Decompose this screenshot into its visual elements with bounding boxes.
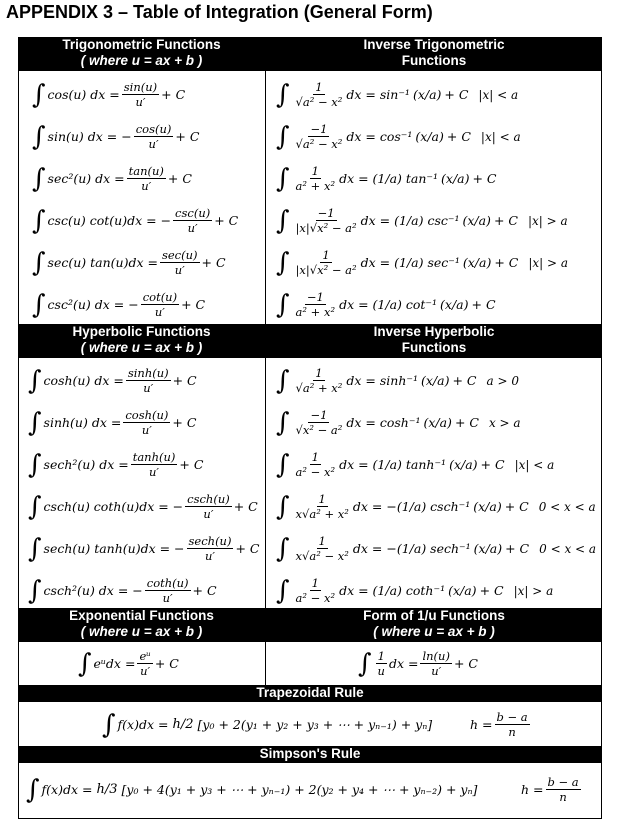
- formula-argument: (x/a): [441, 171, 470, 186]
- header-simp: [18, 746, 602, 763]
- formula-rhs: + C: [201, 255, 226, 270]
- integral-sign: ∫: [276, 407, 290, 438]
- formula-denominator: u′: [203, 507, 214, 521]
- formula-argument: (x/a): [448, 583, 477, 598]
- formula-denominator: u′: [187, 221, 198, 235]
- formula-argument: (x/a): [423, 415, 452, 430]
- formula-mid: dx = cos⁻¹: [346, 129, 413, 144]
- formula-condition: 0 < x < a: [538, 499, 596, 514]
- formula-numerator: sinh(u): [127, 366, 169, 380]
- formula-lhs: sinh(u) dx =: [43, 415, 122, 430]
- formula-fraction: [187, 534, 234, 563]
- formula-numerator: −1: [317, 206, 335, 220]
- formula-fraction: [173, 206, 212, 235]
- formula-rhs: + C: [175, 129, 200, 144]
- formula-condition: |x| > a: [528, 255, 569, 270]
- formula-denominator: x√a² − x²: [295, 549, 349, 563]
- formula-row: [32, 200, 238, 241]
- integral-sign: ∫: [32, 79, 46, 110]
- formula-rhs: + C: [472, 171, 497, 186]
- formula-mid: dx = sin⁻¹: [346, 87, 410, 102]
- formula-numerator: 1: [322, 248, 330, 262]
- recip-numerator: 1: [377, 649, 385, 663]
- formula-denominator: u′: [162, 591, 173, 605]
- formula-numerator: tan(u): [128, 164, 164, 178]
- simp-h-numerator: b − a: [547, 775, 579, 789]
- header-trig-subtitle: ( where u = ax + b ): [80, 53, 203, 68]
- table-border-bottom: [18, 818, 602, 819]
- formula-numerator: 1: [315, 366, 323, 380]
- formula-lhs: csch(u) coth(u)dx = −: [43, 499, 184, 514]
- formula-rhs: + C: [172, 415, 197, 430]
- trap-body: [y₀ + 2(y₁ + y₂ + y₃ + ⋯ + yₙ₋₁) + yₙ]: [197, 717, 433, 732]
- formula-fraction: [294, 408, 345, 437]
- integration-table: [18, 37, 602, 819]
- formula-rhs: + C: [172, 373, 197, 388]
- recip-fraction-left: [376, 649, 387, 678]
- formula-denominator: √x² − a²: [295, 423, 343, 437]
- formula-mid: dx = (1/a) tanh⁻¹: [339, 457, 447, 472]
- header-inv-trig-title: Inverse Trigonometric: [363, 37, 505, 52]
- exp-denominator: u′: [140, 664, 151, 678]
- recip-denominator: u: [377, 664, 385, 678]
- formula-fraction: [134, 122, 174, 151]
- formula-condition: a > 0: [486, 373, 519, 388]
- formula-lhs: sec²(u) dx =: [47, 171, 125, 186]
- formula-numerator: 1: [318, 534, 326, 548]
- header-recip-title: Form of 1/u Functions: [363, 608, 505, 623]
- formula-numerator: −1: [306, 290, 324, 304]
- formula-fraction: [294, 80, 345, 109]
- formula-fraction: [294, 290, 338, 319]
- header-exp-subtitle: ( where u = ax + b ): [80, 624, 203, 639]
- trap-h-fraction: [495, 710, 530, 739]
- formula-row: [276, 158, 507, 199]
- integral-sign: ∫: [28, 365, 42, 396]
- formula-row: [28, 402, 196, 443]
- header-trig-title: Trigonometric Functions: [62, 37, 221, 52]
- formula-row: [28, 444, 203, 485]
- formula-numerator: sec(u): [161, 248, 198, 262]
- recip-rhs: + C: [453, 656, 478, 671]
- formula-condition: |x| < a: [480, 129, 521, 144]
- formula-mid: dx = cosh⁻¹: [346, 415, 421, 430]
- formula-denominator: |x|√x² − a²: [295, 221, 357, 235]
- formula-rhs: + C: [480, 457, 505, 472]
- formula-fraction: [123, 408, 170, 437]
- formula-rhs: + C: [192, 583, 217, 598]
- formula-denominator: u′: [174, 263, 185, 277]
- formula-row: [276, 200, 568, 241]
- integral-sign: ∫: [32, 163, 46, 194]
- formula-numerator: coth(u): [146, 576, 189, 590]
- header-trig: [18, 37, 265, 71]
- formula-numerator: sin(u): [123, 80, 158, 94]
- formula-row: [28, 570, 217, 611]
- formula-row: [276, 242, 568, 283]
- formula-lhs: sech²(u) dx =: [43, 457, 129, 472]
- formula-mid: dx = sinh⁻¹: [346, 373, 418, 388]
- formula-denominator: u′: [149, 465, 160, 479]
- recip-numerator-2: ln(u): [422, 649, 450, 663]
- formula-row: [32, 284, 205, 325]
- formula-row: [276, 116, 521, 157]
- formula-mid: dx = −(1/a) csch⁻¹: [352, 499, 471, 514]
- trap-coef: h/2: [172, 717, 194, 732]
- formula-fraction: [294, 206, 359, 235]
- formula-rhs: + C: [454, 415, 479, 430]
- formula-argument: (x/a): [462, 213, 491, 228]
- formula-row: [276, 528, 596, 569]
- formula-rhs: + C: [493, 213, 518, 228]
- integral-sign: ∫: [358, 648, 372, 679]
- formula-rhs: + C: [214, 213, 239, 228]
- formula-lhs: csc(u) cot(u)dx = −: [47, 213, 172, 228]
- formula-condition: |x| < a: [514, 457, 555, 472]
- formula-lhs: sech(u) tanh(u)dx = −: [43, 541, 185, 556]
- formula-numerator: 1: [315, 80, 323, 94]
- formula-rhs: + C: [179, 457, 204, 472]
- formula-rhs: + C: [233, 499, 258, 514]
- column-divider: [265, 37, 266, 685]
- simp-lhs: f(x)dx =: [41, 782, 93, 797]
- formula-fraction: [294, 576, 338, 605]
- formula-condition: |x| < a: [478, 87, 519, 102]
- trap-h-formula: [470, 704, 532, 745]
- formula-numerator: −1: [310, 408, 328, 422]
- formula-argument: (x/a): [415, 129, 444, 144]
- formula-numerator: 1: [311, 450, 319, 464]
- formula-rhs: + C: [235, 541, 260, 556]
- trap-lhs: f(x)dx =: [117, 717, 169, 732]
- header-inv-hyp-title: Inverse Hyperbolic: [373, 324, 495, 339]
- formula-denominator: u′: [135, 95, 146, 109]
- recip-formula: [358, 643, 478, 684]
- integral-sign: ∫: [32, 247, 46, 278]
- formula-denominator: u′: [143, 381, 154, 395]
- integral-sign: ∫: [28, 449, 42, 480]
- formula-mid: dx = −(1/a) sech⁻¹: [352, 541, 471, 556]
- integral-sign: ∫: [28, 533, 42, 564]
- formula-denominator: √a² + x²: [295, 381, 343, 395]
- formula-numerator: cosh(u): [125, 408, 169, 422]
- formula-denominator: u′: [154, 305, 165, 319]
- header-hyp: [18, 324, 265, 358]
- formula-numerator: 1: [311, 576, 319, 590]
- formula-row: [28, 486, 258, 527]
- recip-denominator-2: u′: [431, 664, 442, 678]
- formula-numerator: 1: [318, 492, 326, 506]
- formula-row: [32, 74, 185, 115]
- exp-fraction: [137, 649, 152, 678]
- formula-numerator: tanh(u): [132, 450, 176, 464]
- formula-rhs: + C: [504, 499, 529, 514]
- formula-fraction: [145, 576, 191, 605]
- trap-h-numerator: b − a: [496, 710, 528, 724]
- integral-sign: ∫: [28, 407, 42, 438]
- formula-condition: |x| > a: [527, 213, 568, 228]
- integral-sign: ∫: [102, 709, 116, 740]
- formula-lhs: cos(u) dx =: [47, 87, 120, 102]
- header-exp-title: Exponential Functions: [69, 608, 214, 623]
- formula-argument: (x/a): [473, 499, 502, 514]
- formula-mid: dx = (1/a) csc⁻¹: [360, 213, 460, 228]
- integral-sign: ∫: [276, 163, 290, 194]
- formula-argument: (x/a): [473, 541, 503, 556]
- header-trap: [18, 685, 602, 702]
- integral-sign: ∫: [276, 449, 290, 480]
- formula-row: [276, 486, 596, 527]
- trap-formula: [102, 704, 432, 745]
- formula-row: [32, 116, 199, 157]
- formula-denominator: a² + x²: [295, 305, 336, 319]
- formula-numerator: cos(u): [135, 122, 172, 136]
- integral-sign: ∫: [276, 575, 290, 606]
- formula-row: [276, 360, 519, 401]
- header-trap-title: Trapezoidal Rule: [256, 685, 364, 700]
- formula-fraction: [294, 164, 338, 193]
- formula-numerator: sech(u): [188, 534, 232, 548]
- formula-numerator: 1: [311, 164, 319, 178]
- integral-sign: ∫: [276, 247, 290, 278]
- integral-sign: ∫: [32, 289, 46, 320]
- formula-mid: dx = (1/a) coth⁻¹: [339, 583, 446, 598]
- exp-formula: [78, 643, 179, 684]
- simp-body: [y₀ + 4(y₁ + y₃ + ⋯ + yₙ₋₁) + 2(y₂ + y₄ + ⋯ + yₙ₋₂) + yₙ]: [121, 782, 478, 797]
- formula-fraction: [131, 450, 178, 479]
- integral-sign: ∫: [78, 648, 92, 679]
- recip-fraction-right: [420, 649, 451, 678]
- formula-numerator: csch(u): [187, 492, 230, 506]
- simp-h-fraction: [546, 775, 581, 804]
- header-inv-hyp-subtitle: Functions: [401, 340, 467, 355]
- trap-h-lhs: h =: [470, 717, 493, 732]
- formula-fraction: [294, 122, 345, 151]
- formula-denominator: u′: [141, 179, 152, 193]
- formula-row: [28, 360, 197, 401]
- formula-fraction: [122, 80, 159, 109]
- formula-denominator: u′: [141, 423, 152, 437]
- formula-rhs: + C: [505, 541, 530, 556]
- formula-argument: (x/a): [449, 457, 478, 472]
- simp-formula: [26, 769, 477, 810]
- formula-fraction: [294, 534, 351, 563]
- formula-rhs: + C: [167, 171, 192, 186]
- formula-rhs: + C: [444, 87, 469, 102]
- header-exp: [18, 608, 265, 642]
- formula-denominator: a² + x²: [295, 179, 336, 193]
- formula-fraction: [126, 366, 171, 395]
- formula-row: [276, 570, 553, 611]
- formula-denominator: x√a² + x²: [295, 507, 349, 521]
- page-title: APPENDIX 3 – Table of Integration (General Form): [6, 2, 433, 22]
- formula-lhs: cosh(u) dx =: [43, 373, 124, 388]
- formula-rhs: + C: [452, 373, 477, 388]
- header-hyp-title: Hyperbolic Functions: [72, 324, 211, 339]
- formula-fraction: [294, 248, 359, 277]
- header-simp-title: Simpson's Rule: [259, 746, 361, 761]
- formula-condition: x > a: [488, 415, 521, 430]
- simp-h-lhs: h =: [521, 782, 544, 797]
- formula-argument: (x/a): [412, 87, 442, 102]
- header-hyp-subtitle: ( where u = ax + b ): [80, 340, 203, 355]
- formula-lhs: csc²(u) dx = −: [47, 297, 139, 312]
- integral-sign: ∫: [28, 575, 42, 606]
- integral-sign: ∫: [32, 205, 46, 236]
- formula-numerator: cot(u): [142, 290, 178, 304]
- formula-condition: 0 < x < a: [539, 541, 597, 556]
- formula-mid: dx = (1/a) cot⁻¹: [339, 297, 438, 312]
- exp-rhs: + C: [154, 656, 179, 671]
- formula-row: [276, 74, 518, 115]
- formula-row: [32, 242, 226, 283]
- formula-row: [276, 284, 506, 325]
- formula-denominator: u′: [204, 549, 215, 563]
- formula-row: [28, 528, 259, 569]
- formula-row: [276, 402, 521, 443]
- formula-lhs: csch²(u) dx = −: [43, 583, 143, 598]
- integral-sign: ∫: [32, 121, 46, 152]
- integral-sign: ∫: [276, 79, 290, 110]
- formula-argument: (x/a): [421, 373, 450, 388]
- formula-numerator: csc(u): [175, 206, 211, 220]
- formula-fraction: [141, 290, 179, 319]
- formula-fraction: [294, 450, 338, 479]
- header-inv-trig: [266, 37, 602, 71]
- header-inv-trig-subtitle: Functions: [401, 53, 467, 68]
- simp-coef: h/3: [96, 782, 118, 797]
- integral-sign: ∫: [276, 365, 290, 396]
- formula-lhs: sec(u) tan(u)dx =: [47, 255, 158, 270]
- formula-rhs: + C: [471, 297, 496, 312]
- formula-denominator: √a² − x²: [295, 137, 343, 151]
- formula-rhs: + C: [181, 297, 206, 312]
- formula-rhs: + C: [479, 583, 504, 598]
- formula-lhs: sin(u) dx = −: [47, 129, 132, 144]
- formula-fraction: [294, 492, 351, 521]
- integral-sign: ∫: [28, 491, 42, 522]
- formula-row: [276, 444, 554, 485]
- formula-condition: |x| > a: [513, 583, 554, 598]
- header-inv-hyp: [266, 324, 602, 358]
- formula-mid: dx = (1/a) tan⁻¹: [339, 171, 439, 186]
- integral-sign: ∫: [276, 121, 290, 152]
- formula-mid: dx = (1/a) sec⁻¹: [360, 255, 460, 270]
- formula-row: [32, 158, 192, 199]
- exp-numerator: eᵘ: [139, 649, 151, 663]
- header-recip: [266, 608, 602, 642]
- formula-fraction: [127, 164, 166, 193]
- recip-mid: dx =: [388, 656, 419, 671]
- integral-sign: ∫: [276, 491, 290, 522]
- integral-sign: ∫: [276, 533, 290, 564]
- formula-argument: (x/a): [462, 255, 492, 270]
- header-recip-subtitle: ( where u = ax + b ): [373, 624, 495, 639]
- simp-h-formula: [521, 769, 583, 810]
- exp-lhs: eᵘdx =: [93, 656, 136, 671]
- trap-h-denominator: n: [508, 725, 516, 739]
- simp-h-denominator: n: [559, 790, 567, 804]
- integral-sign: ∫: [26, 774, 40, 805]
- formula-fraction: [294, 366, 345, 395]
- formula-denominator: |x|√x² − a²: [295, 263, 357, 277]
- formula-argument: (x/a): [440, 297, 469, 312]
- formula-denominator: u′: [148, 137, 159, 151]
- formula-denominator: √a² − x²: [295, 95, 343, 109]
- formula-fraction: [185, 492, 232, 521]
- integral-sign: ∫: [276, 205, 290, 236]
- integral-sign: ∫: [276, 289, 290, 320]
- formula-rhs: + C: [446, 129, 471, 144]
- formula-numerator: −1: [310, 122, 328, 136]
- formula-denominator: a² − x²: [295, 465, 336, 479]
- formula-rhs: + C: [161, 87, 186, 102]
- formula-rhs: + C: [494, 255, 519, 270]
- formula-fraction: [160, 248, 200, 277]
- formula-denominator: a² − x²: [295, 591, 336, 605]
